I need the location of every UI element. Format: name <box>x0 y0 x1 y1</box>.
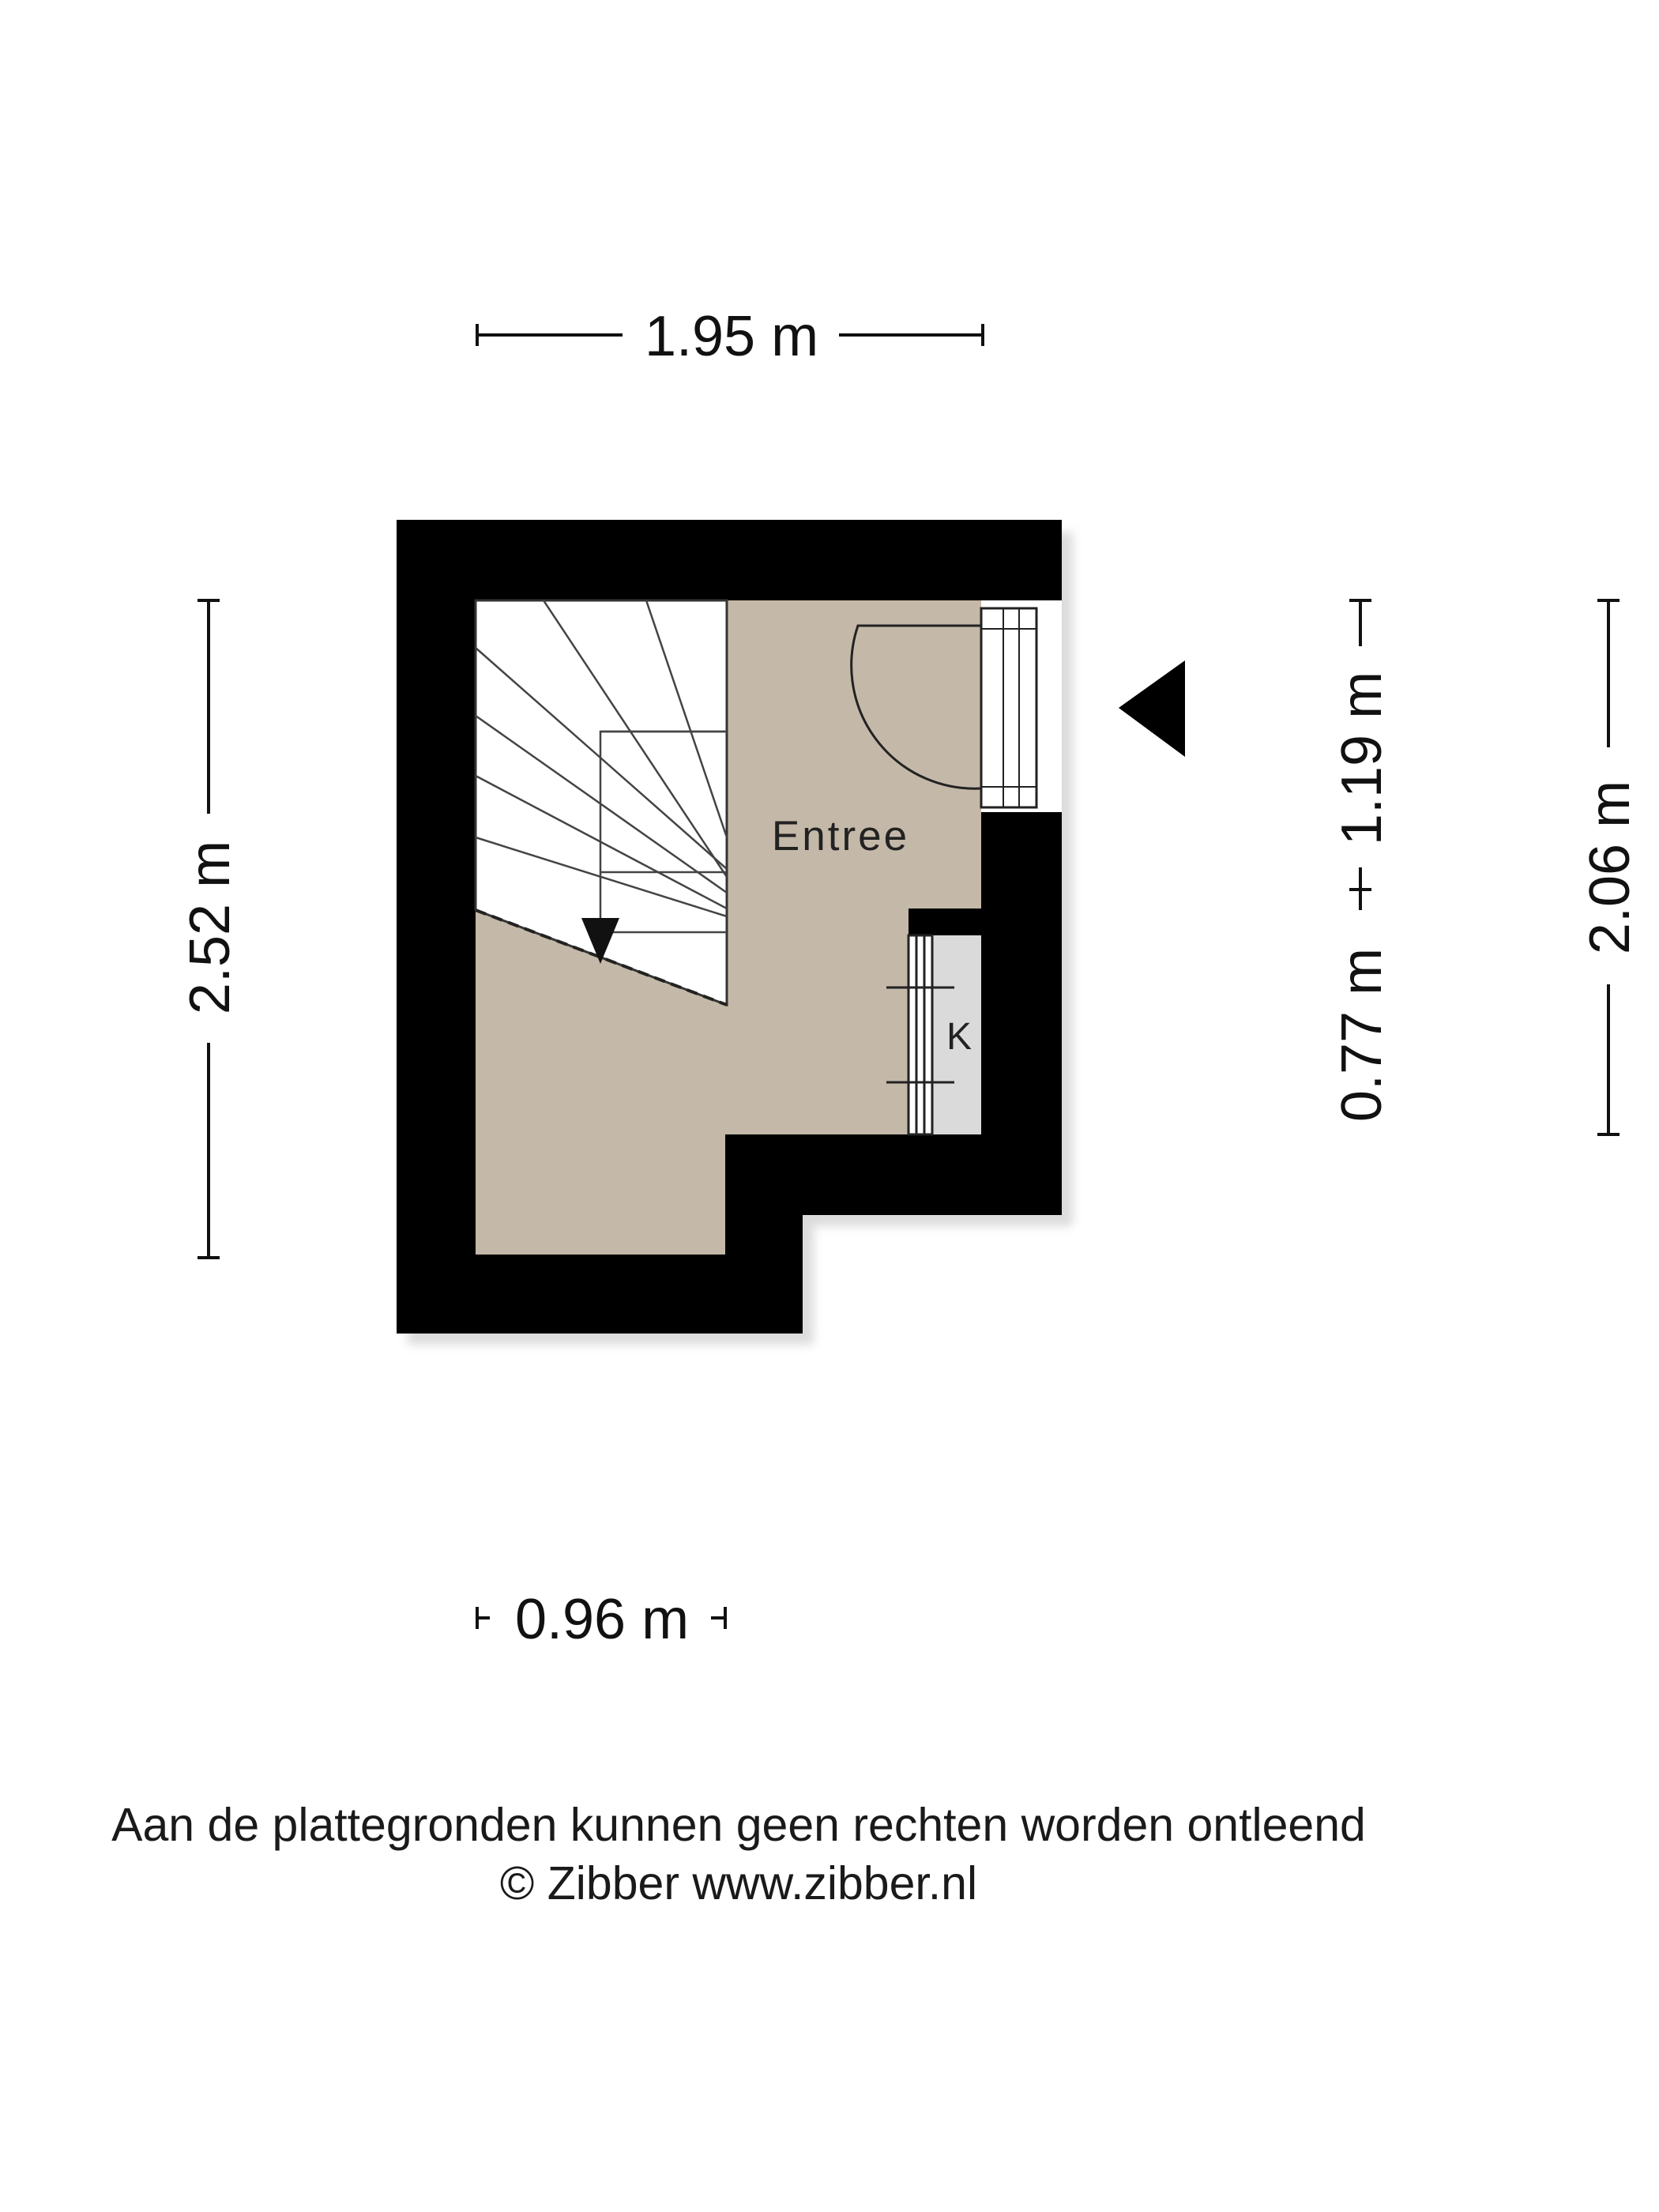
dimension-right-lower-label: 0.77 m <box>1330 947 1394 1123</box>
dimension-right-total-label: 2.06 m <box>1578 780 1642 955</box>
dimension-bottom-width-label: 0.96 m <box>514 1588 690 1651</box>
room-label-entree: Entree <box>771 813 910 860</box>
footer-disclaimer: Aan de plattegronden kunnen geen rechten worden ontleend <box>111 1799 1366 1851</box>
entrance-arrow-icon <box>1119 660 1185 757</box>
closet-label: K <box>946 1016 972 1058</box>
closet-wall-top <box>908 908 981 935</box>
dimension-right-upper-label: 1.19 m <box>1330 671 1394 846</box>
dimension-left-height-label: 2.52 m <box>179 840 242 1015</box>
footer-copyright: © Zibber www.zibber.nl <box>499 1857 978 1909</box>
dimension-top-width-label: 1.95 m <box>644 305 819 368</box>
